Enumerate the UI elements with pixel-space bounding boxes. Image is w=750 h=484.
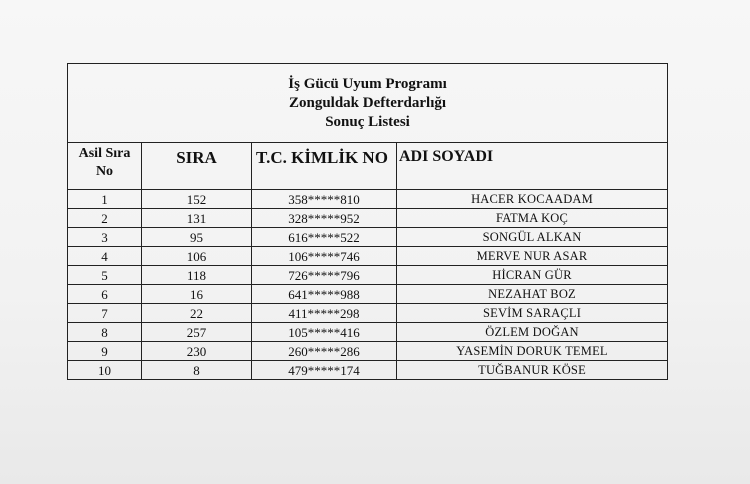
cell-sira: 131 <box>142 209 252 228</box>
document-title <box>68 64 668 143</box>
cell-sira: 8 <box>142 361 252 380</box>
cell-adi-soyadi: HACER KOCAADAM <box>397 190 668 209</box>
table-row <box>68 228 668 247</box>
cell-sira: 257 <box>142 323 252 342</box>
cell-asil-sira-no: 9 <box>68 342 142 361</box>
title-list: Sonuç Listesi <box>325 113 410 130</box>
cell-asil-sira-no: 1 <box>68 190 142 209</box>
cell-adi-soyadi: MERVE NUR ASAR <box>397 247 668 266</box>
cell-asil-sira-no: 8 <box>68 323 142 342</box>
table-body <box>68 190 668 380</box>
header-asil-sira-no <box>68 143 142 190</box>
table-row <box>68 285 668 304</box>
cell-tc-kimlik-no: 358*****810 <box>252 190 397 209</box>
table-row <box>68 190 668 209</box>
cell-tc-kimlik-no: 260*****286 <box>252 342 397 361</box>
table-row <box>68 209 668 228</box>
cell-sira: 152 <box>142 190 252 209</box>
cell-adi-soyadi: NEZAHAT BOZ <box>397 285 668 304</box>
cell-adi-soyadi: FATMA KOÇ <box>397 209 668 228</box>
cell-sira: 16 <box>142 285 252 304</box>
cell-adi-soyadi: HİCRAN GÜR <box>397 266 668 285</box>
results-table <box>67 63 668 380</box>
header-asil-line2: No <box>95 164 114 179</box>
cell-tc-kimlik-no: 411*****298 <box>252 304 397 323</box>
cell-sira: 95 <box>142 228 252 247</box>
cell-adi-soyadi: SONGÜL ALKAN <box>397 228 668 247</box>
title-office: Zonguldak Defterdarlığı <box>288 94 447 111</box>
cell-adi-soyadi: SEVİM SARAÇLI <box>397 304 668 323</box>
cell-adi-soyadi: ÖZLEM DOĞAN <box>397 323 668 342</box>
table-row <box>68 304 668 323</box>
cell-tc-kimlik-no: 479*****174 <box>252 361 397 380</box>
cell-adi-soyadi: YASEMİN DORUK TEMEL <box>397 342 668 361</box>
cell-asil-sira-no: 6 <box>68 285 142 304</box>
cell-asil-sira-no: 3 <box>68 228 142 247</box>
cell-asil-sira-no: 7 <box>68 304 142 323</box>
cell-tc-kimlik-no: 106*****746 <box>252 247 397 266</box>
cell-sira: 22 <box>142 304 252 323</box>
cell-sira: 106 <box>142 247 252 266</box>
table-row <box>68 266 668 285</box>
cell-tc-kimlik-no: 328*****952 <box>252 209 397 228</box>
header-tc-kimlik-no: T.C. KİMLİK NO <box>252 143 397 190</box>
cell-adi-soyadi: TUĞBANUR KÖSE <box>397 361 668 380</box>
header-asil-line1: Asil Sıra <box>78 146 131 161</box>
cell-asil-sira-no: 2 <box>68 209 142 228</box>
header-row <box>68 143 668 190</box>
header-sira: SIRA <box>142 143 252 190</box>
cell-asil-sira-no: 4 <box>68 247 142 266</box>
cell-sira: 118 <box>142 266 252 285</box>
title-program: İş Gücü Uyum Programı <box>288 75 447 92</box>
header-adi-soyadi: ADI SOYADI <box>397 143 668 190</box>
cell-sira: 230 <box>142 342 252 361</box>
cell-tc-kimlik-no: 616*****522 <box>252 228 397 247</box>
cell-tc-kimlik-no: 641*****988 <box>252 285 397 304</box>
table-row <box>68 361 668 380</box>
table-row <box>68 323 668 342</box>
cell-asil-sira-no: 10 <box>68 361 142 380</box>
cell-asil-sira-no: 5 <box>68 266 142 285</box>
table-row <box>68 342 668 361</box>
table-row <box>68 247 668 266</box>
cell-tc-kimlik-no: 726*****796 <box>252 266 397 285</box>
cell-tc-kimlik-no: 105*****416 <box>252 323 397 342</box>
title-row <box>68 64 668 143</box>
